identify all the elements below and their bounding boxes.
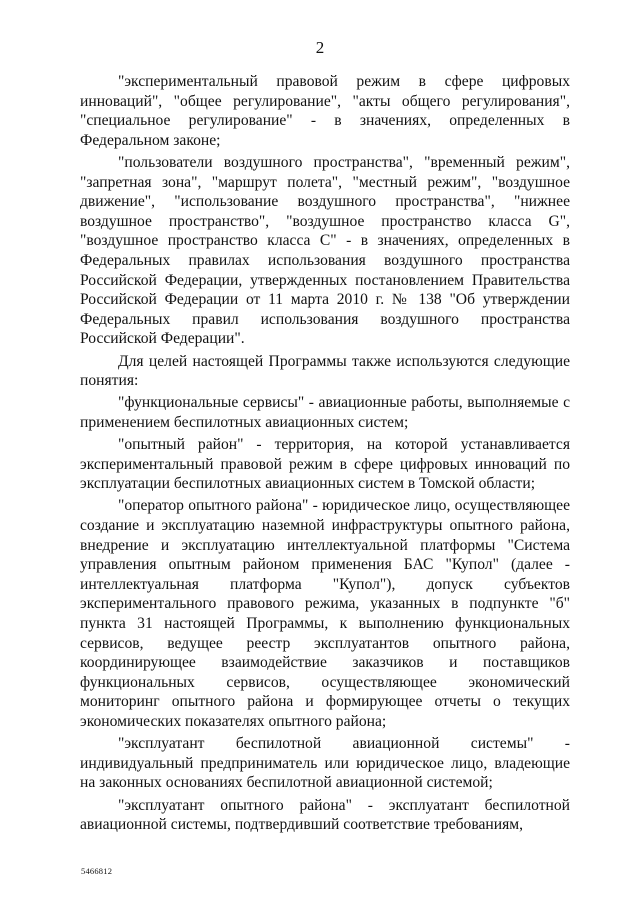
paragraph-functional-services: "функциональные сервисы" - авиационные работы, выполняемые с применением беспилотных авиационных систем; (80, 394, 570, 431)
paragraph-area-exploitant: "эксплуатант опытного района" - эксплуатант беспилотной авиационной системы, подтвердивший соответствие требованиям, (80, 796, 570, 834)
paragraph-definitions-experimental-regime: "экспериментальный правовой режим в сфере цифровых инноваций", "общее регулирование", "акты общего регулирования", "специальное регулирование" - в значениях, определенных в Федеральном законе; (80, 73, 570, 149)
paragraph-uas-operator: "эксплуатант беспилотной авиационной системы" - индивидуальный предприниматель или юридическое лицо, владеющие на законных основаниях беспилотной авиационной системой; (80, 735, 570, 792)
document-body (80, 72, 570, 837)
paragraph-program-concepts-intro: Для целей настоящей Программы также используются следующие понятия: (80, 352, 570, 390)
document-id: 5466812 (81, 866, 113, 876)
paragraph-experimental-area: "опытный район" - территория, на которой устанавливается экспериментальный правовой режим в сфере цифровых инноваций по эксплуатации беспилотных авиационных систем в Томской области; (80, 436, 570, 493)
paragraph-definitions-airspace: "пользователи воздушного пространства", "временный режим", "запретная зона", "маршрут полета", "местный режим", "воздушное движение", "использование воздушного пространства", "нижнее воздушное пространство", "воздушное пространство класса G", "воздушное пространство класса C" - в значениях, определенных в Федеральных правилах использования воздушного пространства Российской Федерации, утвержденных постановлением Правительства Российской Федерации от 11 марта 2010 г. № 138 "Об утверждении Федеральных правил использования воздушного пространства Российской Федерации". (80, 153, 570, 348)
paragraph-area-operator: "оператор опытного района" - юридическое лицо, осуществляющее создание и эксплуатацию наземной инфраструктуры опытного района, внедрение и эксплуатацию интеллектуальной платформы "Система управления опытным районом применения БАС "Купол" (далее - интеллектуальная платформа "Купол"), допуск субъектов экспериментального правового режима, указанных в подпункте "б" пункта 31 настоящей Программы, к выполнению функциональных сервисов, ведущее реестр эксплуатантов опытного района, координирующее взаимодействие заказчиков и поставщиков функциональных сервисов, осуществляющее экономический мониторинг опытного района и формирующее отчеты о текущих экономических показателях опытного района; (80, 497, 570, 730)
page-number: 2 (315, 38, 325, 57)
